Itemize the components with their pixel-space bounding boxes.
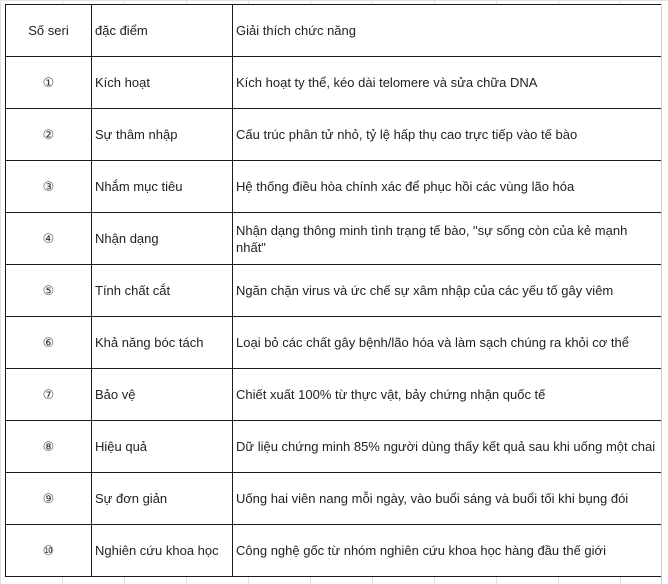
table-row — [6, 265, 662, 317]
feature-cell[interactable]: Sự đơn giản — [92, 473, 233, 525]
serial-number-cell[interactable]: ④ — [6, 213, 92, 265]
serial-number-cell[interactable]: ⑤ — [6, 265, 92, 317]
explanation-cell[interactable]: Ngăn chặn virus và ức chế sự xâm nhập của các yếu tố gây viêm — [233, 265, 662, 317]
explanation-cell[interactable]: Cấu trúc phân tử nhỏ, tỷ lệ hấp thụ cao trực tiếp vào tế bào — [233, 109, 662, 161]
explanation-cell[interactable]: Loại bỏ các chất gây bệnh/lão hóa và làm sạch chúng ra khỏi cơ thể — [233, 317, 662, 369]
table-row — [6, 369, 662, 421]
feature-cell[interactable]: Kích hoạt — [92, 57, 233, 109]
serial-number-cell[interactable]: ⑨ — [6, 473, 92, 525]
serial-number-cell[interactable]: ① — [6, 57, 92, 109]
table-row — [6, 57, 662, 109]
explanation-cell[interactable]: Chiết xuất 100% từ thực vật, bảy chứng nhận quốc tế — [233, 369, 662, 421]
explanation-cell[interactable]: Công nghệ gốc từ nhóm nghiên cứu khoa học hàng đầu thế giới — [233, 525, 662, 577]
table-row — [6, 161, 662, 213]
explanation-cell[interactable]: Hệ thống điều hòa chính xác để phục hồi các vùng lão hóa — [233, 161, 662, 213]
table-row — [6, 421, 662, 473]
table-row — [6, 525, 662, 577]
feature-cell[interactable]: Nhắm mục tiêu — [92, 161, 233, 213]
table-row — [6, 109, 662, 161]
serial-number-cell[interactable]: ⑧ — [6, 421, 92, 473]
feature-cell[interactable]: Nghiên cứu khoa học — [92, 525, 233, 577]
serial-number-cell[interactable]: ② — [6, 109, 92, 161]
feature-cell[interactable]: Nhận dạng — [92, 213, 233, 265]
feature-cell[interactable]: Bảo vệ — [92, 369, 233, 421]
explanation-cell[interactable]: Uống hai viên nang mỗi ngày, vào buổi sáng và buổi tối khi bụng đói — [233, 473, 662, 525]
explanation-cell[interactable]: Nhận dạng thông minh tình trạng tế bào, "sự sống còn của kẻ mạnh nhất" — [233, 213, 662, 265]
header-feature-cell[interactable]: đặc điểm — [92, 5, 233, 57]
serial-number-cell[interactable]: ③ — [6, 161, 92, 213]
table-row — [6, 317, 662, 369]
table-row — [6, 213, 662, 265]
sheet-right-edge — [661, 4, 668, 584]
explanation-cell[interactable]: Dữ liệu chứng minh 85% người dùng thấy kết quả sau khi uống một chai — [233, 421, 662, 473]
feature-cell[interactable]: Hiệu quả — [92, 421, 233, 473]
feature-cell[interactable]: Tính chất cắt — [92, 265, 233, 317]
serial-number-cell[interactable]: ⑩ — [6, 525, 92, 577]
table-header-row — [6, 5, 662, 57]
serial-number-cell[interactable]: ⑥ — [6, 317, 92, 369]
feature-cell[interactable]: Khả năng bóc tách — [92, 317, 233, 369]
serial-number-cell[interactable]: ⑦ — [6, 369, 92, 421]
feature-table — [5, 4, 662, 577]
grid-top-line — [0, 0, 668, 2]
feature-table-body — [6, 5, 662, 577]
header-serial-cell[interactable]: Số seri — [6, 5, 92, 57]
header-explanation-cell[interactable]: Giải thích chức năng — [233, 5, 662, 57]
feature-cell[interactable]: Sự thâm nhập — [92, 109, 233, 161]
explanation-cell[interactable]: Kích hoạt ty thể, kéo dài telomere và sửa chữa DNA — [233, 57, 662, 109]
table-row — [6, 473, 662, 525]
